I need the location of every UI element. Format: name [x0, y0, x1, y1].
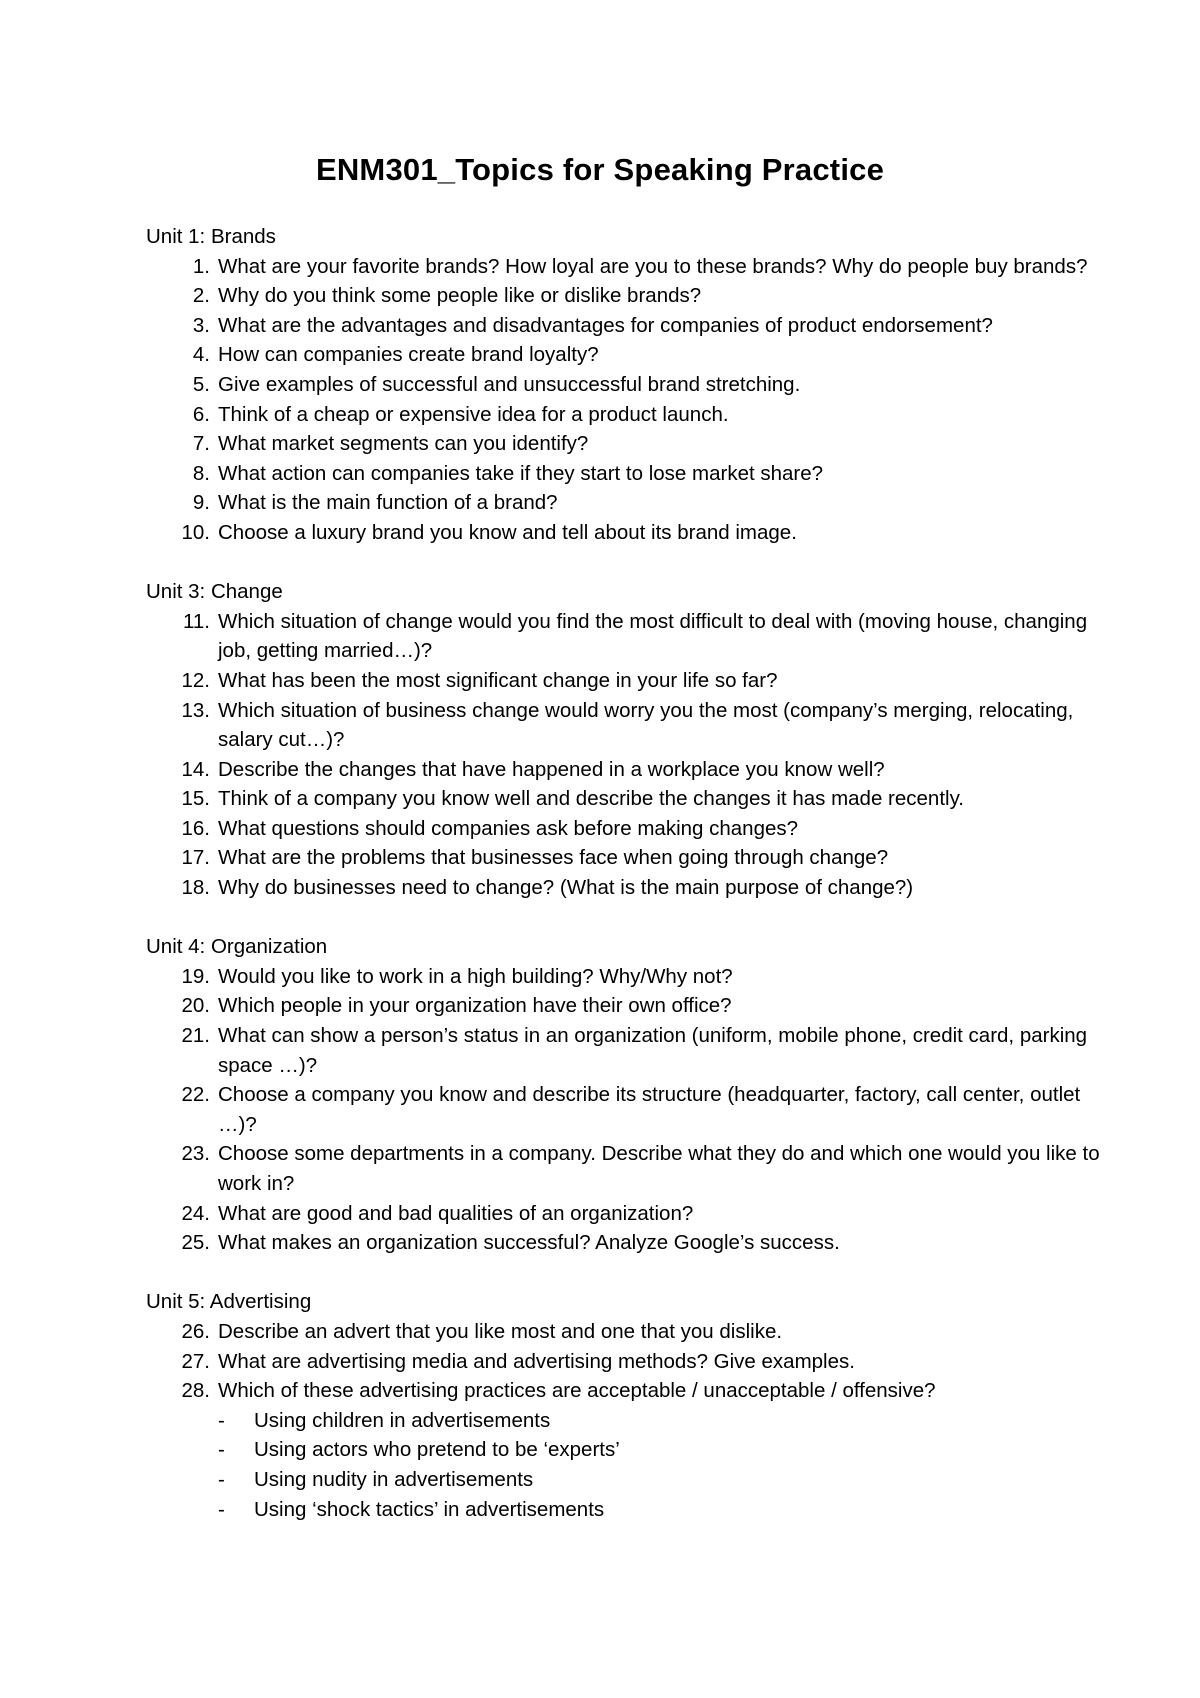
question-item [146, 755, 1106, 785]
question-text: Which situation of change would you find the most difficult to deal with (moving house, changing job, getting married…)? [218, 609, 1088, 663]
question-number: 5. [192, 372, 210, 396]
unit-advertising [146, 1287, 1106, 1524]
unit-change [146, 577, 1106, 903]
question-text: What are the problems that businesses face when going through change? [218, 846, 889, 870]
question-number: 2. [192, 284, 210, 308]
question-number: 17. [181, 846, 210, 870]
question-text: Choose some departments in a company. Describe what they do and which one would you like to work in? [218, 1142, 1100, 1195]
question-number: 19. [181, 964, 210, 988]
question-item [146, 814, 1106, 844]
question-text: What are advertising media and advertising methods? Give examples. [218, 1349, 855, 1373]
question-number: 15. [181, 787, 210, 811]
question-item [146, 962, 1106, 992]
question-text: What is the main function of a brand? [218, 491, 558, 515]
question-number: 25. [181, 1231, 210, 1255]
question-text: What are good and bad qualities of an organization? [218, 1201, 694, 1225]
question-text: What has been the most significant change in your life so far? [218, 668, 778, 692]
question-text: Which of these advertising practices are acceptable / unacceptable / offensive? [218, 1379, 936, 1403]
bullet-item [146, 1495, 1106, 1525]
question-item [146, 281, 1106, 311]
bullet-text: Using ‘shock tactics’ in advertisements [254, 1497, 605, 1521]
question-item [146, 607, 1106, 666]
question-number: 1. [192, 254, 210, 278]
question-item [146, 518, 1106, 548]
question-text: Describe the changes that have happened in a workplace you know well? [218, 757, 885, 781]
question-number: 10. [181, 520, 210, 544]
question-number: 27. [181, 1349, 210, 1373]
question-text: Describe an advert that you like most and one that you dislike. [218, 1319, 783, 1343]
question-number: 21. [181, 1024, 210, 1048]
bullet-list [146, 1406, 1106, 1524]
question-number: 16. [181, 816, 210, 840]
question-number: 18. [181, 876, 210, 900]
question-text: What action can companies take if they start to lose market share? [218, 461, 824, 485]
question-item [146, 873, 1106, 903]
question-number: 23. [181, 1142, 210, 1166]
question-item [146, 1317, 1106, 1347]
question-text: Give examples of successful and unsuccessful brand stretching. [218, 372, 801, 396]
question-number: 13. [181, 698, 210, 722]
question-list [146, 252, 1106, 548]
question-item [146, 488, 1106, 518]
question-text: Why do you think some people like or dislike brands? [218, 284, 702, 308]
question-text: Choose a company you know and describe its structure (headquarter, factory, call center, outlet …)? [218, 1083, 1081, 1136]
question-list [146, 607, 1106, 903]
question-number: 9. [192, 491, 210, 515]
question-number: 20. [181, 994, 210, 1018]
question-item [146, 1080, 1106, 1139]
question-number: 24. [181, 1201, 210, 1225]
bullet-item [146, 1406, 1106, 1436]
bullet-item [146, 1435, 1106, 1465]
question-number: 8. [192, 461, 210, 485]
question-list [146, 962, 1106, 1258]
question-text: What are the advantages and disadvantages for companies of product endorsement? [218, 313, 993, 337]
question-item [146, 1021, 1106, 1080]
question-number: 12. [181, 668, 210, 692]
question-number: 22. [181, 1083, 210, 1107]
bullet-text: Using children in advertisements [254, 1408, 551, 1432]
unit-heading: Unit 3: Change [146, 580, 283, 604]
bullet-text: Using nudity in advertisements [254, 1467, 534, 1491]
question-item [146, 1376, 1106, 1406]
dash-bullet-icon: - [218, 1497, 225, 1521]
question-item [146, 311, 1106, 341]
question-number: 11. [183, 609, 210, 633]
question-text: Think of a company you know well and describe the changes it has made recently. [218, 787, 964, 811]
question-item [146, 370, 1106, 400]
question-number: 6. [192, 402, 210, 426]
question-item [146, 1347, 1106, 1377]
bullet-item [146, 1465, 1106, 1495]
question-text: What are your favorite brands? How loyal are you to these brands? Why do people buy brands? [218, 254, 1088, 278]
question-text: What makes an organization successful? Analyze Google’s success. [218, 1231, 840, 1255]
question-item [146, 429, 1106, 459]
document-body [146, 222, 1106, 1554]
question-item [146, 843, 1106, 873]
question-number: 26. [181, 1319, 210, 1343]
question-item [146, 666, 1106, 696]
question-text: Which people in your organization have their own office? [218, 994, 732, 1018]
question-number: 3. [192, 313, 210, 337]
question-number: 7. [192, 432, 210, 456]
unit-heading: Unit 5: Advertising [146, 1290, 312, 1314]
unit-brands [146, 222, 1106, 548]
question-text: Why do businesses need to change? (What is the main purpose of change?) [218, 876, 914, 900]
question-text: Which situation of business change would worry you the most (company’s merging, relocating, salary cut…)? [218, 698, 1074, 752]
question-text: Think of a cheap or expensive idea for a product launch. [218, 402, 729, 426]
question-text: Would you like to work in a high building? Why/Why not? [218, 964, 733, 988]
question-item [146, 696, 1106, 755]
question-item [146, 252, 1106, 282]
question-text: How can companies create brand loyalty? [218, 343, 599, 367]
question-text: What can show a person’s status in an organization (uniform, mobile phone, credit card, parking space …)? [218, 1024, 1088, 1077]
question-item [146, 1139, 1106, 1198]
unit-heading: Unit 1: Brands [146, 225, 276, 248]
document-title: ENM301_Topics for Speaking Practice [315, 152, 885, 187]
question-item [146, 784, 1106, 814]
question-number: 28. [181, 1379, 210, 1403]
question-item [146, 459, 1106, 489]
question-item [146, 340, 1106, 370]
dash-bullet-icon: - [218, 1408, 225, 1432]
unit-heading: Unit 4: Organization [146, 935, 328, 959]
dash-bullet-icon: - [218, 1438, 225, 1462]
dash-bullet-icon: - [218, 1467, 225, 1491]
question-text: Choose a luxury brand you know and tell about its brand image. [218, 520, 797, 544]
question-item [146, 400, 1106, 430]
unit-organization [146, 932, 1106, 1258]
question-list [146, 1317, 1106, 1406]
question-number: 14. [181, 757, 210, 781]
question-number: 4. [192, 343, 210, 367]
question-text: What market segments can you identify? [218, 432, 589, 456]
bullet-text: Using actors who pretend to be ‘experts’ [254, 1438, 620, 1462]
question-item [146, 1199, 1106, 1229]
question-item [146, 991, 1106, 1021]
question-item [146, 1228, 1106, 1258]
question-text: What questions should companies ask before making changes? [218, 816, 799, 840]
